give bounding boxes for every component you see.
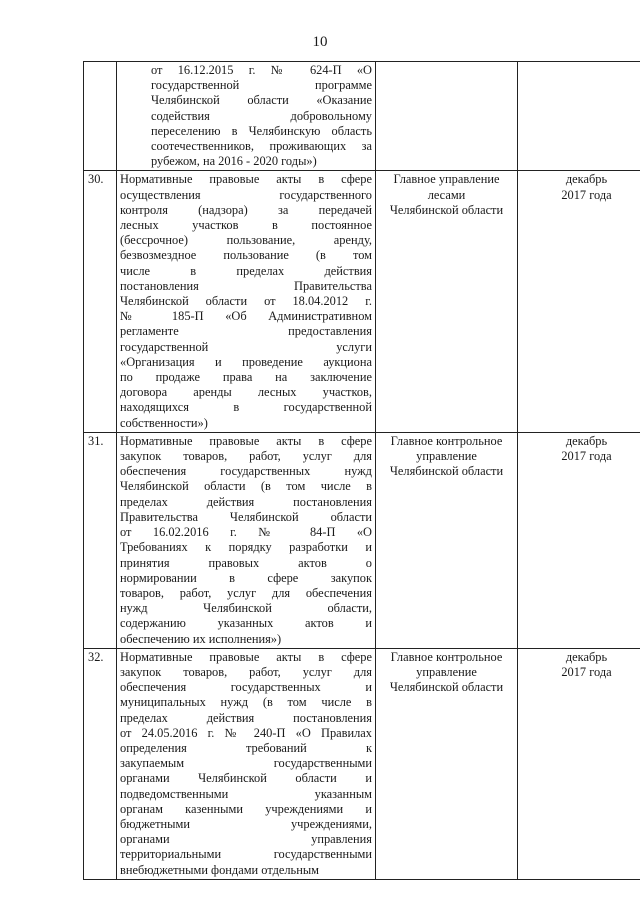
act-description-line: внебюджетными фондами отдельным [120,862,319,877]
act-description-line: нужд Челябинской области, [120,601,372,616]
due-date-line: декабрь [565,433,608,448]
act-description-line: Правительства Челябинской области [120,509,372,524]
act-description-line: от 24.05.2016 г. № 240-П «О Правилах [120,725,372,740]
act-description-line: регламенте предоставления [120,324,372,339]
act-description-line: обеспечения государственных нужд [120,464,372,479]
act-description-line: Челябинской области «Оказание [151,93,372,108]
act-description-line: Челябинской области от 18.04.2012 г. [120,294,372,309]
act-description-line: обеспечения государственных и [120,680,372,695]
due-date-line: декабрь [565,649,608,664]
act-description-line: органам казенными учреждениями и [120,801,372,816]
act-description-line: Требованиях к порядку разработки и [120,540,372,555]
act-description-line: собственности») [120,415,208,430]
act-description-line: рубежом, на 2016 - 2020 годы») [151,154,317,169]
act-description-line: принятия правовых актов о [120,555,372,570]
row-number: 32. [84,648,117,879]
act-description-line: соотечественников, проживающих за [151,139,372,154]
act-description-line: закупок товаров, работ, услуг для [120,664,372,679]
row-number: 30. [84,171,117,432]
responsible-body [376,432,518,648]
due-date-line: 2017 года [561,187,612,202]
act-description-line: от 16.12.2015 г. № 624-П «О [151,63,372,77]
responsible-body-line: лесами [427,187,466,202]
due-date-line: 2017 года [561,664,612,679]
act-description-line: по продаже права на заключение [120,370,372,385]
act-description-line: находящихся в государственной [120,400,372,415]
act-description [117,432,376,648]
responsible-body [376,648,518,879]
act-description-line: Нормативные правовые акты в сфере [120,172,372,187]
act-description-line: Нормативные правовые акты в сфере [120,649,372,664]
responsible-body-line: Главное контрольное [390,433,503,448]
table-row [84,432,640,648]
due-date [518,648,640,879]
act-description-line: подведомственными указанным [120,786,372,801]
act-description-line: постановления Правительства [120,278,372,293]
act-description [117,171,376,432]
act-description-line: закупок товаров, работ, услуг для [120,449,372,464]
act-description-line: пределах действия постановления [120,494,372,509]
responsible-body-line: управление [416,664,477,679]
act-description-line: «Организация и проведение аукциона [120,354,372,369]
responsible-body-line: управление [416,449,477,464]
act-description-line: числе в пределах действия [120,263,372,278]
act-description-line: определения требований к [120,740,372,755]
act-description-line: бюджетными учреждениями, [120,816,372,831]
act-description-line: органами управления [120,832,372,847]
act-description-line: нормировании в сфере закупок [120,570,372,585]
responsible-body-line: Главное контрольное [390,649,503,664]
act-description-line: государственной услуги [120,339,372,354]
act-description-line: безвозмездное пользование (в том [120,248,372,263]
act-description-line: лесных участков в постоянное [120,218,372,233]
act-description-line: Челябинской области (в том числе в [120,479,372,494]
act-description [117,648,376,879]
act-description-line: муниципальных нужд (в том числе в [120,695,372,710]
act-description-line: государственной программе [151,78,372,93]
act-description-line: пределах действия постановления [120,710,372,725]
responsible-body-line: Челябинской области [389,464,504,479]
act-description-line: № 185-П «Об Административном [120,309,372,324]
act-description-line: переселению в Челябинскую область [151,123,372,138]
act-description-line: закупаемым государственными [120,756,372,771]
responsible-body-line: Челябинской области [389,680,504,695]
responsible-body-line: Главное управление [393,172,500,187]
due-date [518,171,640,432]
row-number: 31. [84,432,117,648]
act-description-line: контроля (надзора) за передачей [120,202,372,217]
plan-table [83,61,640,880]
due-date [518,62,640,171]
page-number: 10 [312,34,328,50]
act-description-line: содействия добровольному [151,108,372,123]
table-row [84,171,640,432]
due-date-line: декабрь [565,172,608,187]
act-description-line: содержанию указанных актов и [120,616,372,631]
due-date-line: 2017 года [561,449,612,464]
table-row [84,648,640,879]
act-description-line: Нормативные правовые акты в сфере [120,433,372,448]
act-description-line: органами Челябинской области и [120,771,372,786]
act-description-line: (бессрочное) пользование, аренду, [120,233,372,248]
act-description-line: обеспечению их исполнения») [120,631,282,646]
responsible-body-line: Челябинской области [389,202,504,217]
act-description-line: осуществления государственного [120,187,372,202]
responsible-body [376,171,518,432]
act-description-line: территориальными государственными [120,847,372,862]
responsible-body [376,62,518,171]
row-number [84,62,117,171]
due-date [518,432,640,648]
act-description-line: договора аренды лесных участков, [120,385,372,400]
act-description-line: от 16.02.2016 г. № 84-П «О [120,525,372,540]
act-description [117,62,376,171]
act-description-line: товаров, работ, услуг для обеспечения [120,585,372,600]
table-row [84,62,640,171]
